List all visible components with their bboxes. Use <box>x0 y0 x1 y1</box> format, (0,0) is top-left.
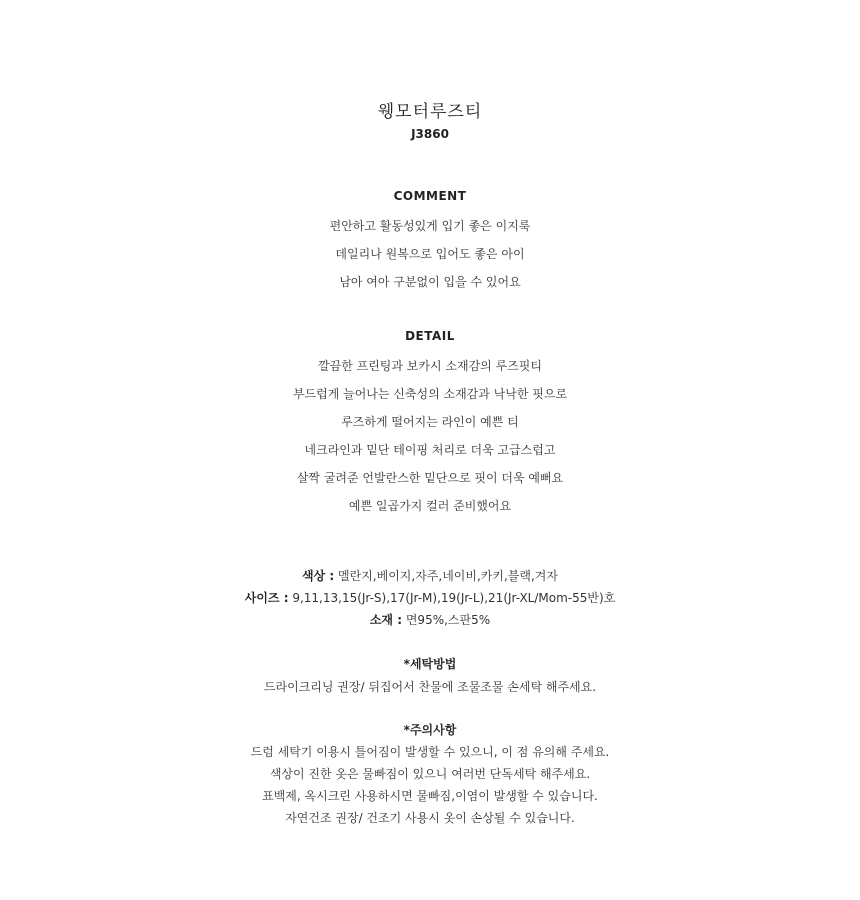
washing-line: 드라이크리닝 권장/ 뒤집어서 찬물에 조물조물 손세탁 해주세요. <box>263 680 597 694</box>
comment-line: 편안하고 활동성있게 입기 좋은 이지룩 <box>329 219 531 233</box>
detail-line: 예쁜 일곱가지 컬러 준비했어요 <box>348 499 512 513</box>
washing-heading: *세탁방법 <box>403 657 457 671</box>
detail-line: 살짝 굴려준 언발란스한 밑단으로 핏이 더욱 예뻐요 <box>296 471 564 485</box>
comment-line: 데일리나 원복으로 입어도 좋은 아이 <box>335 247 525 261</box>
caution-line: 표백제, 옥시크린 사용하시면 물빠짐,이염이 발생할 수 있습니다. <box>262 789 598 803</box>
caution-line: 색상이 진한 옷은 물빠짐이 있으니 여러번 단독세탁 해주세요. <box>269 767 591 781</box>
detail-heading: DETAIL <box>405 329 455 343</box>
product-code: J3860 <box>411 127 449 141</box>
comment-line: 남아 여아 구분없이 입을 수 있어요 <box>339 275 521 289</box>
color-value: 멜란지,베이지,자주,네이비,카키,블랙,겨자 <box>338 569 558 583</box>
caution-line: 자연건조 권장/ 건조기 사용시 옷이 손상될 수 있습니다. <box>285 811 575 825</box>
detail-line: 루즈하게 떨어지는 라인이 예쁜 티 <box>341 415 519 429</box>
detail-line: 네크라인과 밑단 테이핑 처리로 더욱 고급스럽고 <box>304 443 556 457</box>
size-label: 사이즈 : <box>244 591 289 605</box>
comment-heading: COMMENT <box>393 189 467 203</box>
caution-heading: *주의사항 <box>403 723 457 737</box>
material-value: 면95%,스판5% <box>405 613 491 627</box>
product-name: 웽모터루즈티 <box>377 102 483 122</box>
size-value: 9,11,13,15(Jr-S),17(Jr-M),19(Jr-L),21(Jr-XL/Mom-55반)호 <box>292 591 616 605</box>
material-label: 소재 : <box>369 613 403 627</box>
caution-line: 드럼 세탁기 이용시 틀어짐이 발생할 수 있으니, 이 점 유의해 주세요. <box>250 745 610 759</box>
color-spec <box>0 567 860 584</box>
detail-line: 부드럽게 늘어나는 신축성의 소재감과 낙낙한 핏으로 <box>292 387 568 401</box>
material-spec <box>0 611 860 628</box>
detail-line: 깔끔한 프린팅과 보카시 소재감의 루즈핏티 <box>318 359 542 373</box>
size-spec <box>0 589 860 606</box>
color-label: 색상 : <box>302 569 335 583</box>
